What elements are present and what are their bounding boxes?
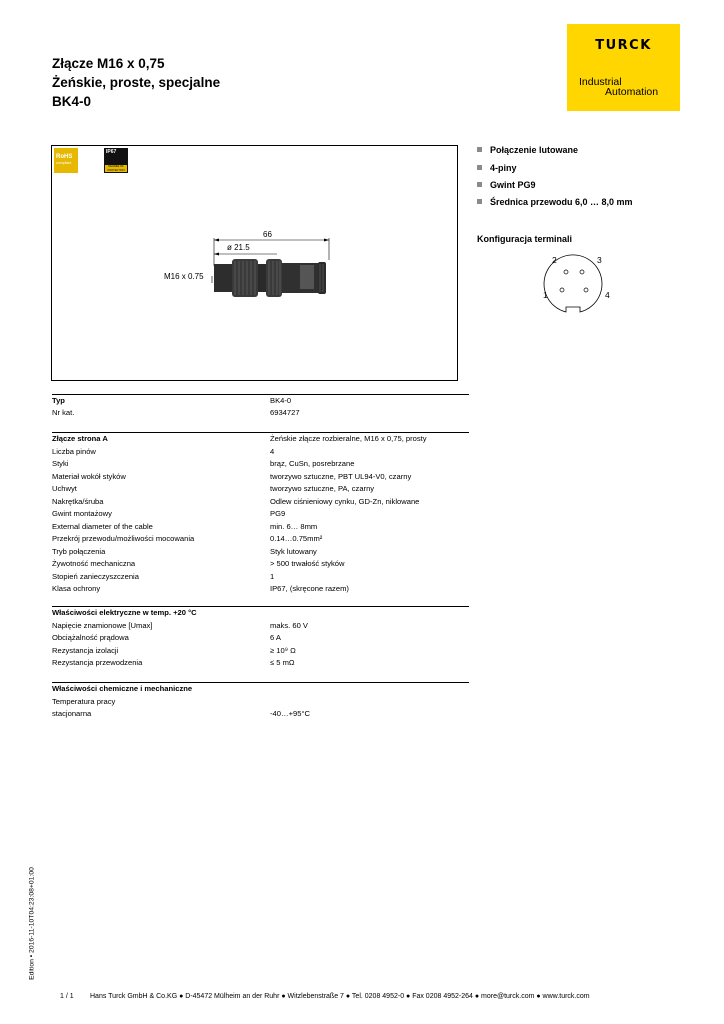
dim-thread: M16 x 0.75 <box>164 272 204 281</box>
turck-logo <box>567 24 680 111</box>
feature-item: Połączenie lutowane <box>477 145 578 155</box>
page-number: 1 / 1 <box>60 993 74 1000</box>
spec-row: Uchwyt tworzywo sztuczne, PA, czarny <box>52 484 375 493</box>
spec-row-type: Typ BK4-0 <box>52 396 292 405</box>
product-image-box <box>51 145 458 381</box>
pin-label-3: 3 <box>597 255 602 265</box>
spec-row: stacjonarna -40…+95°C <box>52 709 310 718</box>
spec-row: Styki brąz, CuSn, posrebrzane <box>52 459 355 468</box>
spec-row: Stopień zanieczyszczenia 1 <box>52 571 275 581</box>
bullet-icon <box>477 182 482 187</box>
ip67-badge-sub: DEGREE OF PROTECTION <box>105 165 127 172</box>
spec-row: Rezystancja izolacji ≥ 10⁹ Ω <box>52 645 296 655</box>
bullet-icon <box>477 165 482 170</box>
rohs-badge-title: RoHS <box>56 154 73 160</box>
spec-row: External diameter of the cable min. 6… 8mm <box>52 521 318 531</box>
logo-line1: Industrial <box>579 76 622 88</box>
spec-row: Liczba pinów 4 <box>52 446 275 456</box>
spec-row: Tryb połączenia Styk lutowany <box>52 546 317 556</box>
spec-row: Klasa ochrony IP67, (skręcone razem) <box>52 584 349 593</box>
page-title-line2: Żeńskie, proste, specjalne <box>52 75 221 90</box>
footer-company: Hans Turck GmbH & Co.KG ● D-45472 Mülheim an der Ruhr ● Witzlebenstraße 7 ● Tel. 0208 4952-0 ● Fax 0208 4952-264 ● more@turck.com ● www.turck.com <box>90 993 590 1000</box>
spec-row: Napięcie znamionowe [Umax] maks. 60 V <box>52 620 308 630</box>
pin-label-1: 1 <box>543 290 548 300</box>
spec-row: Przekrój przewodu/możliwości mocowania 0.14…0.75mm² <box>52 534 323 543</box>
bullet-icon <box>477 199 482 204</box>
page-title-line3: BK4-0 <box>52 94 92 109</box>
pin-config-title: Konfiguracja terminali <box>477 234 573 244</box>
pin-label-4: 4 <box>605 290 610 300</box>
spec-row: Żywotność mechaniczna > 500 trwałość styków <box>52 559 345 568</box>
logo-brand: TURCK <box>595 38 652 53</box>
ip67-badge-title: IP67 <box>106 149 117 155</box>
section-header: Właściwości elektryczne w temp. +20 °C <box>52 608 197 617</box>
edition-stamp: Edition • 2016-11-10T04:23:08+01:00 <box>28 867 36 980</box>
logo-line2: Automation <box>605 86 659 98</box>
dim-length: 66 <box>263 230 272 239</box>
feature-item: Średnica przewodu 6,0 … 8,0 mm <box>477 197 633 207</box>
section-header: Właściwości chemiczne i mechaniczne <box>52 684 193 693</box>
pin-config-diagram <box>530 250 620 320</box>
connector-drawing <box>52 146 457 380</box>
spec-row: Materiał wokół styków tworzywo sztuczne, PBT UL94-V0, czarny <box>52 471 412 481</box>
spec-row: Temperatura pracy <box>52 696 116 706</box>
pin-label-2: 2 <box>552 255 557 265</box>
feature-item: 4-piny <box>477 163 517 173</box>
dim-diameter: ø 21.5 <box>227 243 250 252</box>
page-title-line1: Złącze M16 x 0,75 <box>52 56 165 71</box>
bullet-icon <box>477 147 482 152</box>
spec-row: Rezystancja przewodzenia ≤ 5 mΩ <box>52 658 295 667</box>
section-header: Złącze strona A Żeńskie złącze rozbieralne, M16 x 0,75, prosty <box>52 434 427 443</box>
spec-row: Obciążalność prądowa 6 A <box>52 633 281 642</box>
feature-item: Gwint PG9 <box>477 180 536 190</box>
spec-row: Gwint montażowy PG9 <box>52 509 286 518</box>
spec-row-catalog: Nr kat. 6934727 <box>52 408 300 417</box>
spec-row: Nakrętka/śruba Odlew ciśnieniowy cynku, GD-Zn, niklowane <box>52 496 420 506</box>
rohs-badge-sub: compliant <box>56 161 72 165</box>
